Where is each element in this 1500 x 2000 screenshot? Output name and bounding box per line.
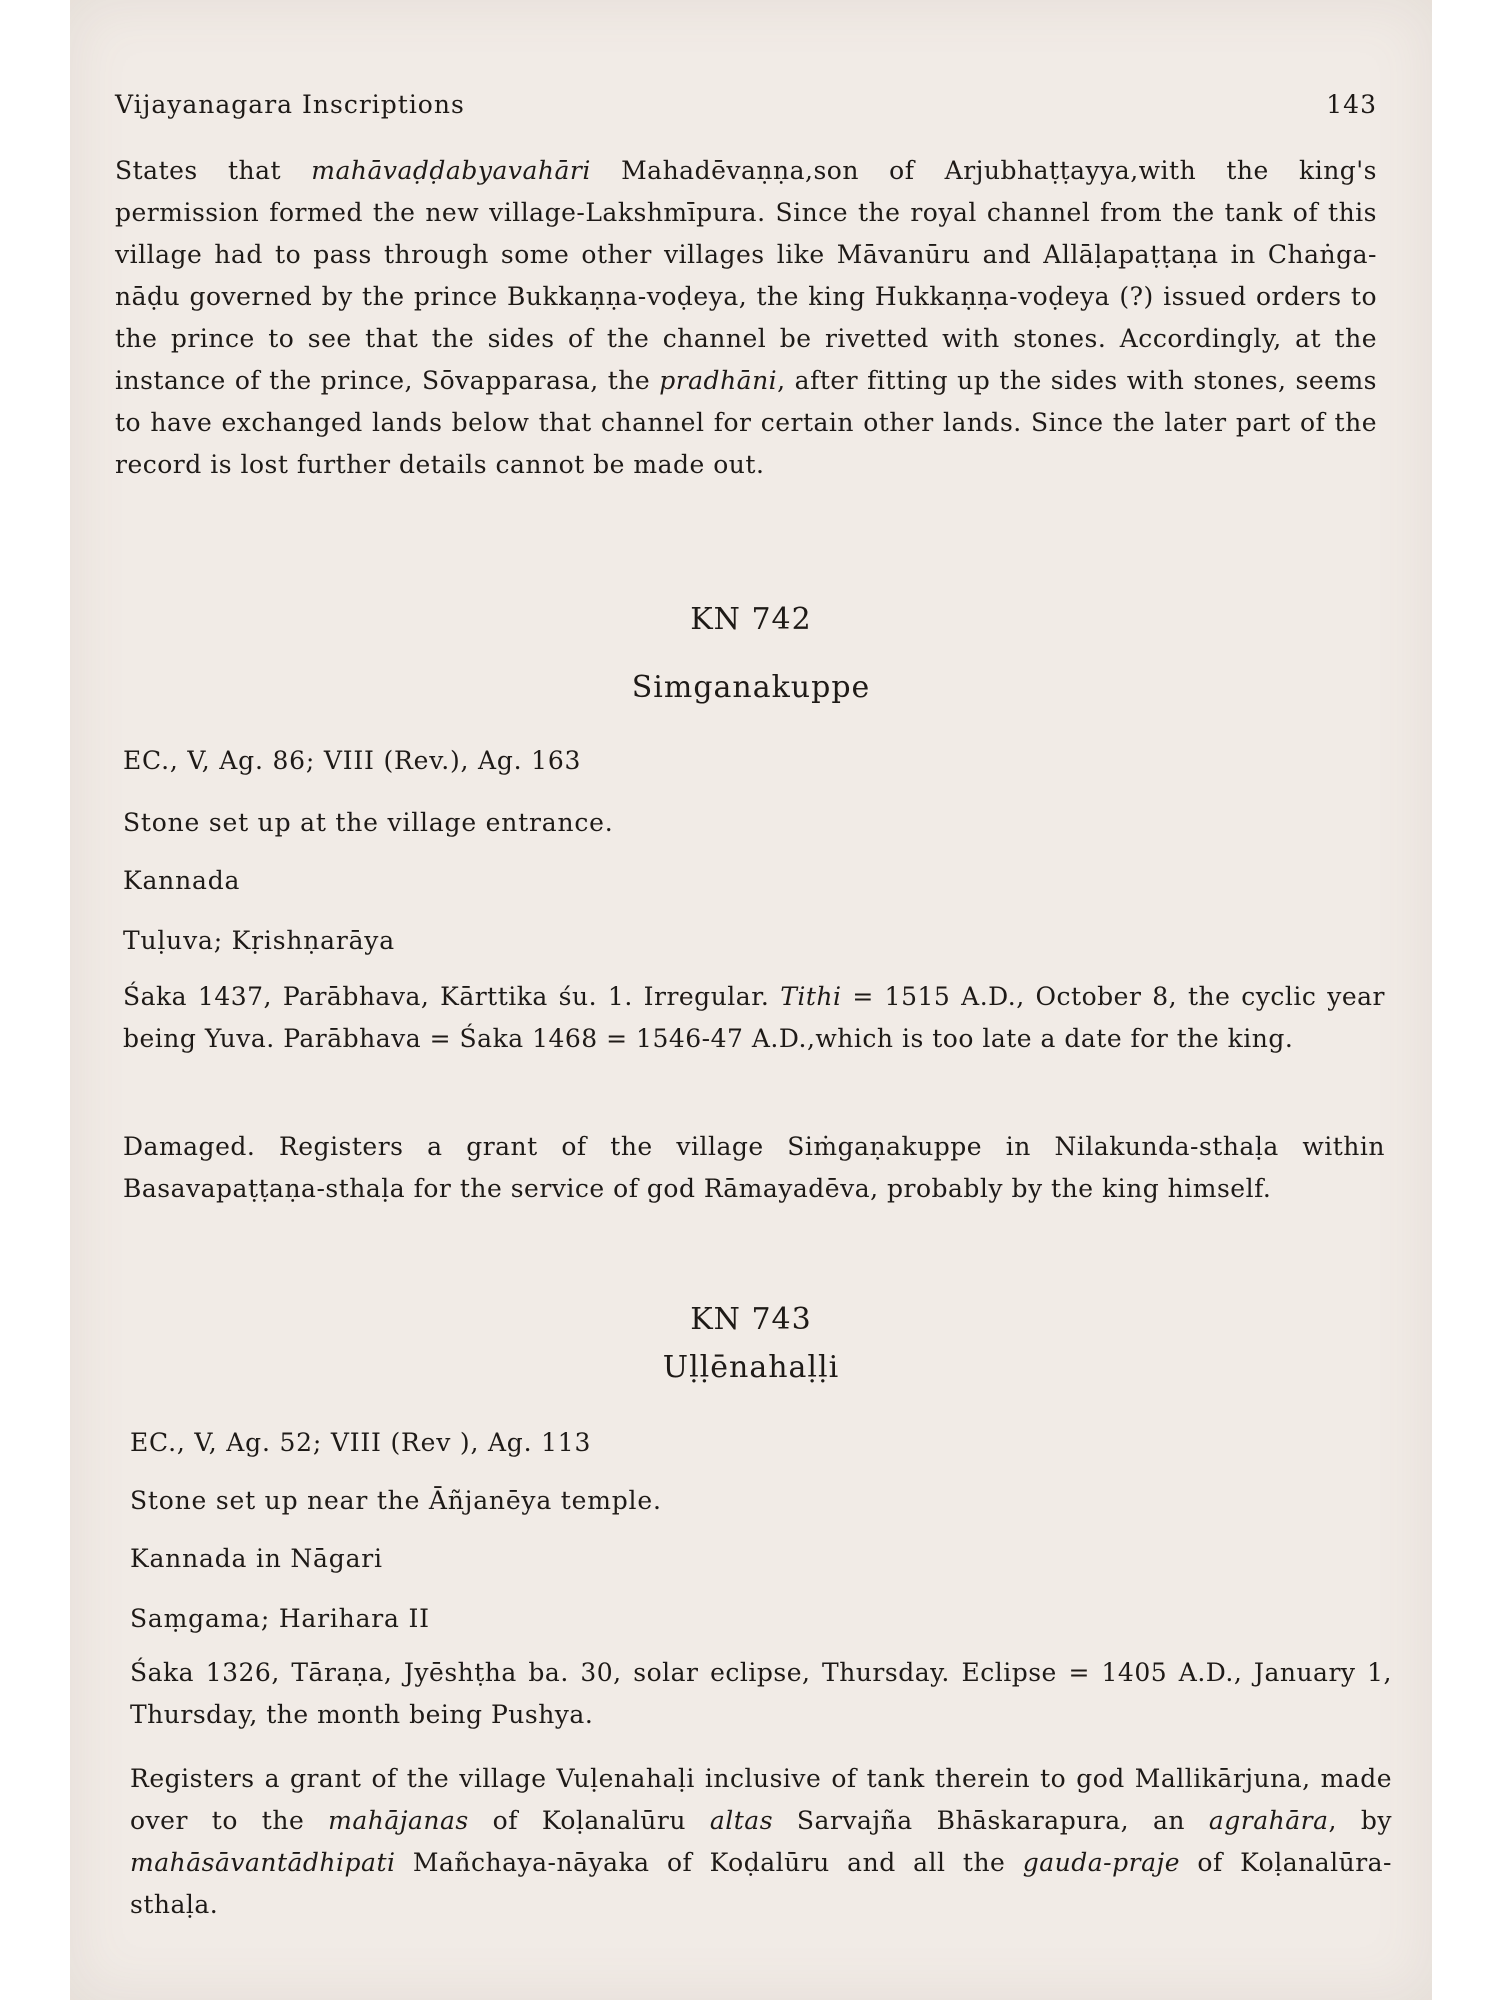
entry-summary [130, 1758, 1392, 1926]
entry-language: Kannada in Nāgari [130, 1544, 383, 1573]
entry-summary-text-2: of Koḷanalūru [468, 1806, 710, 1835]
intro-italic-1: mahāvaḍḍabyavahāri [311, 156, 591, 185]
entry-summary-italic-4: mahāsāvantādhipati [130, 1848, 396, 1877]
intro-text-2: Mahadēvaṇṇa,son of Arjubhaṭṭayya,with the king's permission formed the new village-Lakshmīpura. Since the royal channel from the tank of this village had to pass through some other villages like Māvanūru and Allāḷapaṭṭaṇa in Chaṅga-nāḍu governed by the prince Bukkaṇṇa-voḍeya, the king Hukkaṇṇa-voḍeya (?) issued orders to the prince to see that the sides of the channel be rivetted with stones. Accordingly, at the instance of the prince, Sōvapparasa, the [115, 156, 1377, 395]
entry-date: Śaka 1326, Tāraṇa, Jyēshṭha ba. 30, solar eclipse, Thursday. Eclipse = 1405 A.D., January 1, Thursday, the month being Pushya. [130, 1658, 1392, 1729]
entry-summary-text-5: Mañchaya-nāyaka of Koḍalūru and all the [395, 1848, 1023, 1877]
entry-summary-text-1: Registers a grant of the village Vuḷenahaḷi inclusive of tank therein to god Mallikārjuna, made over to the [130, 1764, 1392, 1835]
entry-place: Simganakuppe [631, 670, 871, 705]
intro-italic-2: pradhāni [659, 366, 778, 395]
page-number: 143 [1326, 90, 1377, 119]
intro-text-3: , after fitting up the sides with stones, seems to have exchanged lands below that channel for certain other lands. Since the later part of the record is lost further details cannot be made out. [115, 366, 1377, 479]
entry-place: Uḷḷēnahaḷḷi [662, 1350, 840, 1385]
entry-reference: EC., V, Ag. 86; VIII (Rev.), Ag. 163 [123, 746, 582, 775]
entry-summary-text-4: , by [1328, 1806, 1392, 1835]
entry-summary-italic-2: altas [709, 1806, 774, 1835]
entry-date-text-1: Śaka 1437, Parābhava, Kārttika śu. 1. Irregular. [123, 982, 781, 1011]
entry-reference: EC., V, Ag. 52; VIII (Rev ), Ag. 113 [130, 1428, 592, 1457]
entry-dynasty: Saṃgama; Harihara II [130, 1604, 430, 1633]
entry-summary: Damaged. Registers a grant of the village Siṁgaṇakuppe in Nilakunda-sthaḷa within Basavapaṭṭaṇa-sthaḷa for the service of god Rāmayadēva, probably by the king himself. [123, 1132, 1385, 1203]
entry-summary-text-6: of Koḷanalūra-sthaḷa. [130, 1848, 1393, 1919]
entry-summary-text-3: Sarvajña Bhāskarapura, an [773, 1806, 1209, 1835]
running-head [115, 90, 1377, 119]
entry-date-italic: Tithi [780, 982, 842, 1011]
entry-summary-italic-1: mahājanas [328, 1806, 469, 1835]
intro-text-1: States that [115, 156, 312, 185]
entry-date [123, 976, 1385, 1060]
running-title: Vijayanagara Inscriptions [115, 90, 465, 119]
entry-location: Stone set up at the village entrance. [123, 808, 614, 837]
entry-dynasty: Tuḷuva; Kṛishṇarāya [123, 926, 395, 955]
entry-language: Kannada [123, 866, 241, 895]
entry-summary-italic-3: agrahāra [1208, 1806, 1329, 1835]
entry-date-text-2: = 1515 A.D., October 8, the cyclic year being Yuva. Parābhava = Śaka 1468 = 1546-47 A.D.,which is too late a date for the king. [123, 982, 1385, 1053]
entry-number: KN 742 [690, 602, 812, 637]
intro-paragraph [115, 150, 1377, 486]
book-page [70, 0, 1432, 2000]
entry-location: Stone set up near the Āñjanēya temple. [130, 1486, 662, 1515]
entry-summary-italic-5: gauda-praje [1022, 1848, 1181, 1877]
entry-number: KN 743 [690, 1302, 812, 1337]
